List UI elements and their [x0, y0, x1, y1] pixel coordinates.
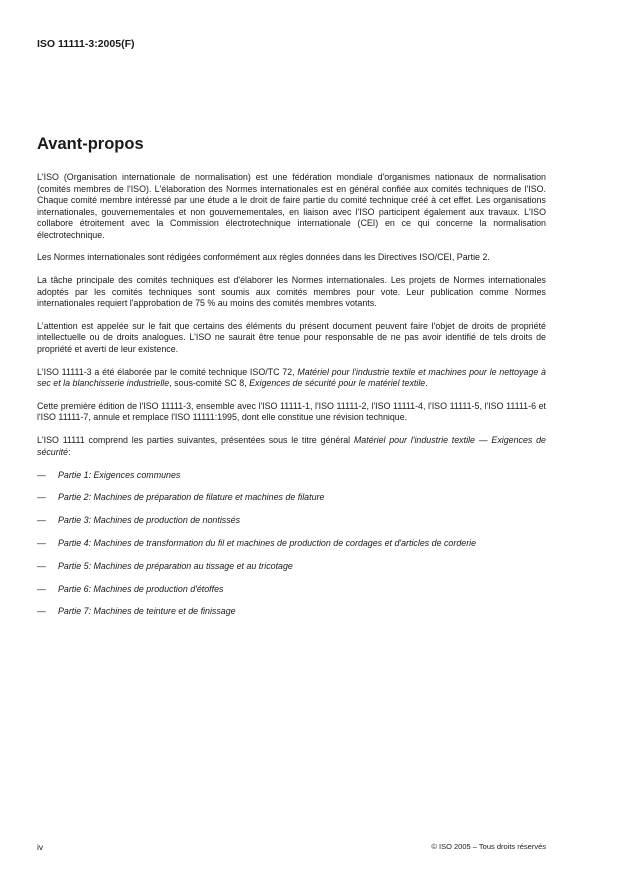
part-label: Partie 1: Exigences communes [58, 469, 181, 480]
committee-text: L'ISO 11111-3 a été élaborée par le comité technique ISO/TC 72, [37, 366, 298, 377]
part-label: Partie 2: Machines de préparation de filature et machines de filature [58, 492, 325, 503]
list-item [37, 470, 546, 482]
paragraph-iso-intro: L'ISO (Organisation internationale de normalisation) est une fédération mondiale d'organismes nationaux de normalisation (comités membres de l'ISO). L'élaboration des Normes internationales est en général confiée aux comités techniques de l'ISO. Chaque comité membre intéressé par une étude a le droit de faire partie du comité technique créé à cet effet. Les organisations internationales, gouvernementales et non gouvernementales, en liaison avec l'ISO participent également aux travaux. L'ISO collabore étroitement avec la Commission électrotechnique internationale (CEI) en ce qui concerne la normalisation électrotechnique. [37, 172, 546, 240]
part-label: Partie 6: Machines de production d'étoffes [58, 583, 224, 594]
dash-bullet-icon: — [37, 537, 46, 548]
list-item [37, 561, 546, 573]
list-item [37, 538, 546, 550]
committee-name: Matériel pour l'industrie textile et machines pour le nettoyage à sec et la blanchisserie industrielle [37, 366, 546, 389]
dash-bullet-icon: — [37, 606, 46, 617]
list-item [37, 606, 546, 618]
parts-intro-text: : [68, 446, 71, 457]
paragraph-parts-intro [37, 435, 546, 458]
list-item [37, 584, 546, 596]
dash-bullet-icon: — [37, 583, 46, 594]
list-item [37, 492, 546, 504]
copyright-notice: © ISO 2005 – Tous droits réservés [431, 842, 546, 851]
part-label: Partie 3: Machines de production de nontissés [58, 515, 241, 526]
subcommittee-name: Exigences de sécurité pour le matériel textile [249, 378, 426, 389]
dash-bullet-icon: — [37, 560, 46, 571]
list-item [37, 515, 546, 527]
paragraph-patent-notice: L'attention est appelée sur le fait que certains des éléments du présent document peuvent faire l'objet de droits de propriété intellectuelle ou de droits analogues. L'ISO ne saurait être tenue pour responsable de ne pas avoir identifié de tels droits de propriété et averti de leur existence. [37, 320, 546, 354]
page-number: iv [37, 842, 44, 852]
page-title: Avant-propos [37, 135, 144, 153]
committee-text: , sous-comité SC 8, [169, 378, 250, 389]
parts-list [37, 470, 546, 618]
part-label: Partie 7: Machines de teinture et de finissage [58, 606, 236, 617]
committee-text: . [425, 378, 428, 389]
document-body [37, 172, 546, 629]
part-label: Partie 4: Machines de transformation du fil et machines de production de cordages et d'articles de corderie [58, 537, 477, 548]
paragraph-committee [37, 367, 546, 390]
general-title: Matériel pour l'industrie textile — Exigences de sécurité [37, 435, 546, 457]
dash-bullet-icon: — [37, 469, 46, 480]
document-id-header: ISO 11111-3:2005(F) [37, 38, 135, 50]
paragraph-technical-committees: La tâche principale des comités techniques est d'élaborer les Normes internationales. Les projets de Normes internationales adoptés par les comités techniques sont soumis aux comités membres pour vote. Leur publication comme Normes internationales requiert l'approbation de 75 % au moins des comités membres votants. [37, 275, 546, 309]
dash-bullet-icon: — [37, 515, 46, 526]
dash-bullet-icon: — [37, 492, 46, 503]
paragraph-edition: Cette première édition de l'ISO 11111-3, ensemble avec l'ISO 11111-1, l'ISO 11111-2, l'ISO 11111-4, l'ISO 11111-5, l'ISO 11111-6 et l'ISO 11111-7, annule et remplace l'ISO 11111:1995, dont elle constitue une révision technique. [37, 400, 546, 423]
part-label: Partie 5: Machines de préparation au tissage et au tricotage [58, 560, 293, 571]
paragraph-directives: Les Normes internationales sont rédigées conformément aux règles données dans les Directives ISO/CEI, Partie 2. [37, 252, 490, 263]
parts-intro-text: L'ISO 11111 comprend les parties suivantes, présentées sous le titre général [37, 435, 354, 446]
